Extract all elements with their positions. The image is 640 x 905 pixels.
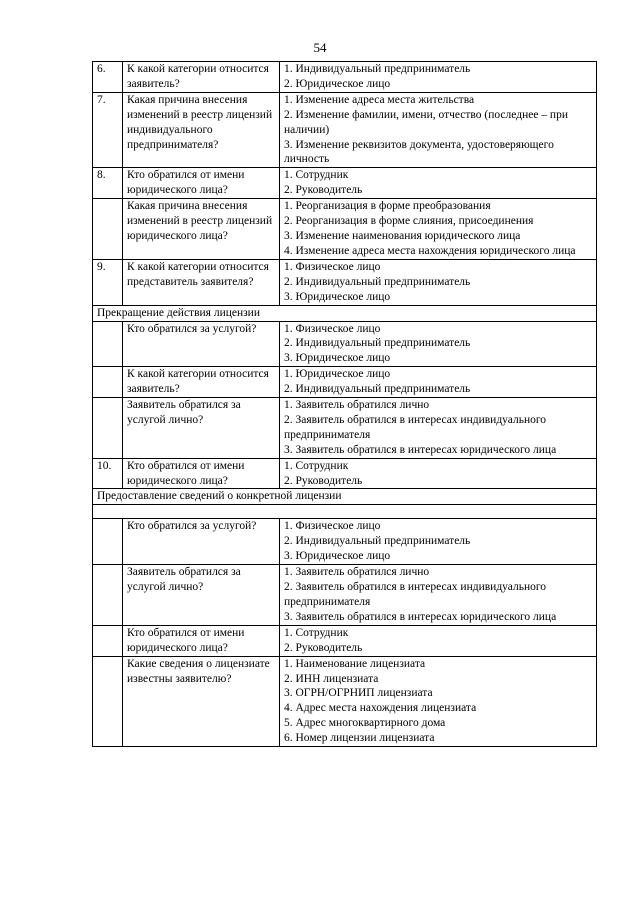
table-row (93, 62, 597, 93)
answers-cell (280, 259, 597, 305)
section-row (93, 305, 597, 321)
row-number (93, 367, 123, 398)
answer-option: 1. Сотрудник (284, 169, 349, 182)
answer-option: 2. ИНН лицензиата (284, 672, 379, 685)
question-cell: Какая причина внесения изменений в реестр лицензий юридического лица? (123, 199, 280, 260)
answer-option: 1. Заявитель обратился лично (284, 399, 430, 412)
answer-option: 3. Юридическое лицо (284, 352, 391, 365)
question-cell: Заявитель обратился за услугой лично? (123, 398, 280, 459)
question-cell: К какой категории относится заявитель? (123, 62, 280, 93)
answers-cell (280, 519, 597, 565)
row-number: 9. (93, 259, 123, 305)
row-number (93, 565, 123, 626)
row-number (93, 321, 123, 367)
answer-option: 1. Юридическое лицо (284, 368, 391, 381)
answer-option: 2. Индивидуальный предприниматель (284, 383, 471, 396)
answer-option: 3. Юридическое лицо (284, 290, 391, 303)
table-row (93, 367, 597, 398)
question-cell: Какая причина внесения изменений в реестр лицензий индивидуального предпринимателя? (123, 92, 280, 168)
table-row (93, 398, 597, 459)
table-row (93, 199, 597, 260)
answer-option: 1. Физическое лицо (284, 260, 381, 273)
answer-option: 2. Индивидуальный предприниматель (284, 275, 471, 288)
answer-option: 2. Руководитель (284, 641, 363, 654)
answer-option: 3. Изменение реквизитов документа, удостоверяющего личность (284, 138, 554, 166)
table-row (93, 168, 597, 199)
table-row (93, 519, 597, 565)
row-number: 7. (93, 92, 123, 168)
answer-option: 2. Изменение фамилии, имени, отчество (последнее – при наличии) (284, 108, 568, 136)
answers-cell (280, 321, 597, 367)
answer-option: 2. Руководитель (284, 474, 363, 487)
answer-option: 3. Заявитель обратился в интересах юридического лица (284, 443, 557, 456)
question-cell: Какие сведения о лицензиате известны заявителю? (123, 656, 280, 746)
answer-option: 3. Юридическое лицо (284, 550, 391, 563)
empty-cell (93, 505, 597, 519)
answer-option: 6. Номер лицензии лицензиата (284, 732, 435, 745)
answer-option: 1. Наименование лицензиата (284, 657, 426, 670)
table-row (93, 656, 597, 746)
row-number: 6. (93, 62, 123, 93)
answer-option: 1. Реорганизация в форме преобразования (284, 200, 491, 213)
answer-option: 2. Индивидуальный предприниматель (284, 535, 471, 548)
section-row (93, 489, 597, 505)
page-number: 54 (313, 40, 327, 55)
table-row (93, 259, 597, 305)
answer-option: 3. ОГРН/ОГРНИП лицензиата (284, 687, 433, 700)
section-title: Предоставление сведений о конкретной лицензии (93, 489, 597, 505)
answer-option: 1. Сотрудник (284, 459, 349, 472)
answer-option: 1. Заявитель обратился лично (284, 566, 430, 579)
section-title: Прекращение действия лицензии (93, 305, 597, 321)
answer-option: 1. Физическое лицо (284, 520, 381, 533)
answers-cell (280, 92, 597, 168)
answer-option: 1. Сотрудник (284, 626, 349, 639)
answers-cell (280, 367, 597, 398)
answer-option: 4. Изменение адреса места нахождения юридического лица (284, 244, 576, 257)
table-row (93, 92, 597, 168)
row-number (93, 199, 123, 260)
table-body (93, 62, 597, 747)
question-cell: Кто обратился от имени юридического лица? (123, 625, 280, 656)
answers-cell (280, 168, 597, 199)
question-cell: К какой категории относится представитель заявителя? (123, 259, 280, 305)
question-cell: Кто обратился от имени юридического лица? (123, 168, 280, 199)
questionnaire-table (92, 61, 597, 747)
row-number: 8. (93, 168, 123, 199)
row-number: 10. (93, 458, 123, 489)
row-number (93, 625, 123, 656)
table-row (93, 625, 597, 656)
table-row (93, 458, 597, 489)
answers-cell (280, 656, 597, 746)
answer-option: 2. Реорганизация в форме слияния, присоединения (284, 215, 534, 228)
answer-option: 4. Адрес места нахождения лицензиата (284, 702, 477, 715)
answers-cell (280, 458, 597, 489)
table-row (93, 321, 597, 367)
answer-option: 2. Заявитель обратился в интересах индивидуального предпринимателя (284, 413, 547, 441)
question-cell: Кто обратился за услугой? (123, 519, 280, 565)
table-row (93, 565, 597, 626)
empty-row (93, 505, 597, 519)
row-number (93, 519, 123, 565)
answer-option: 1. Индивидуальный предприниматель (284, 63, 471, 75)
answers-cell (280, 62, 597, 93)
answer-option: 5. Адрес многоквартирного дома (284, 717, 446, 730)
answer-option: 3. Заявитель обратился в интересах юридического лица (284, 610, 557, 623)
answer-option: 2. Индивидуальный предприниматель (284, 337, 471, 350)
answers-cell (280, 565, 597, 626)
answer-option: 1. Физическое лицо (284, 322, 381, 335)
question-cell: Кто обратился за услугой? (123, 321, 280, 367)
answer-option: 2. Юридическое лицо (284, 77, 391, 90)
row-number (93, 398, 123, 459)
row-number (93, 656, 123, 746)
question-cell: Кто обратился от имени юридического лица? (123, 458, 280, 489)
answer-option: 1. Изменение адреса места жительства (284, 93, 475, 106)
question-cell: Заявитель обратился за услугой лично? (123, 565, 280, 626)
question-cell: К какой категории относится заявитель? (123, 367, 280, 398)
answers-cell (280, 199, 597, 260)
answer-option: 2. Руководитель (284, 184, 363, 197)
answer-option: 2. Заявитель обратился в интересах индивидуального предпринимателя (284, 581, 547, 608)
answers-cell (280, 625, 597, 656)
answers-cell (280, 398, 597, 459)
answer-option: 3. Изменение наименования юридического лица (284, 229, 521, 242)
